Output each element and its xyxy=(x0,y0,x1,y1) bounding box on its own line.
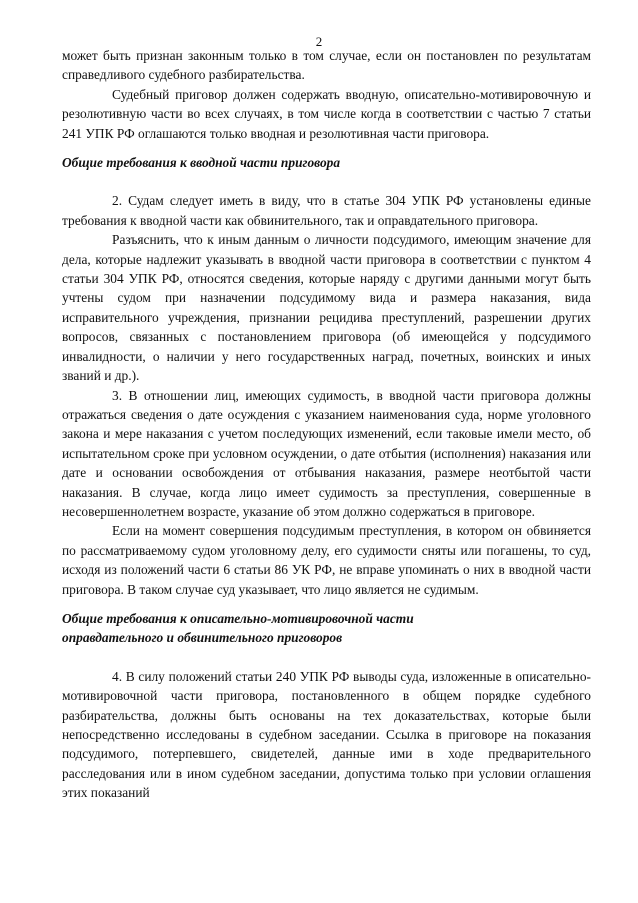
paragraph-item-4: 4. В силу положений статьи 240 УПК РФ выводы суда, изложенные в описательно-мотивировочной части приговора, постановленного в общем порядке судебного разбирательства, должны быть основаны на тех доказательствах, которые были непосредственно исследованы в судебном заседании. Ссылка в приговоре на показания подсудимого, потерпевшего, свидетелей, данные ими в ходе предварительного расследования или в ином судебном заседании, допустима только при условии оглашения этих показаний xyxy=(62,668,591,801)
paragraph-item-2: 2. Судам следует иметь в виду, что в статье 304 УПК РФ установлены единые требования к вводной части как обвинительного, так и оправдательного приговора. xyxy=(62,193,591,228)
paragraph-verdict-parts: Судебный приговор должен содержать вводную, описательно-мотивировочную и резолютивную части во всех случаях, в том числе когда в соответствии с частью 7 статьи 241 УПК РФ оглашаются только вводная и резолютивная части приговора. xyxy=(62,86,591,141)
paragraph-item-3: 3. В отношении лиц, имеющих судимость, в вводной части приговора должны отражаться сведения о дате осуждения с указанием наименования суда, норме уголовного закона и мере наказания с учетом последующих изменений, если таковые имели место, об испытательном сроке при условном осуждении, о дате отбытия (исполнения) наказания или дате и основании освобождения от отбывания наказания, размере неотбытой части наказания. В случае, когда лицо имеет судимость за преступления, совершенные в несовершеннолетнем возрасте, указание об этом должно содержаться в приговоре. xyxy=(62,387,591,519)
section-heading-introductory-part: Общие требования к вводной части приговора xyxy=(62,155,341,171)
document-page xyxy=(62,34,591,803)
paragraph-continuation: может быть признан законным только в том случае, если он постановлен по результатам справедливого судебного разбирательства. xyxy=(62,48,591,83)
section-heading-descriptive-part-line2: оправдательного и обвинительного приговоров xyxy=(62,630,343,646)
paragraph-personal-data: Разъяснить, что к иным данным о личности подсудимого, имеющим значение для дела, которые надлежит указывать в вводной части приговора в соответствии с пунктом 4 статьи 304 УПК РФ, относятся сведения, которые наряду с другими данными могут быть учтены судом при назначении подсудимому вида и размера наказания, вида исправительного учреждения, признании рецидива преступлений, разрешении других вопросов, связанных с постановлением приговора (об имеющейся у подсудимого инвалидности, о наличии у него государственных наград, почетных, воинских и иных званий и др.). xyxy=(62,232,591,384)
paragraph-cleared-convictions: Если на момент совершения подсудимым преступления, в котором он обвиняется по рассматриваемому судом уголовному делу, его судимости сняты или погашены, то суд, исходя из положений части 6 статьи 86 УК РФ, не вправе упоминать о них в вводной части приговора. В таком случае суд указывает, что лицо является не судимым. xyxy=(62,523,591,597)
page-number: 2 xyxy=(315,34,323,49)
section-heading-descriptive-part-line1: Общие требования к описательно-мотивировочной части xyxy=(62,610,414,626)
